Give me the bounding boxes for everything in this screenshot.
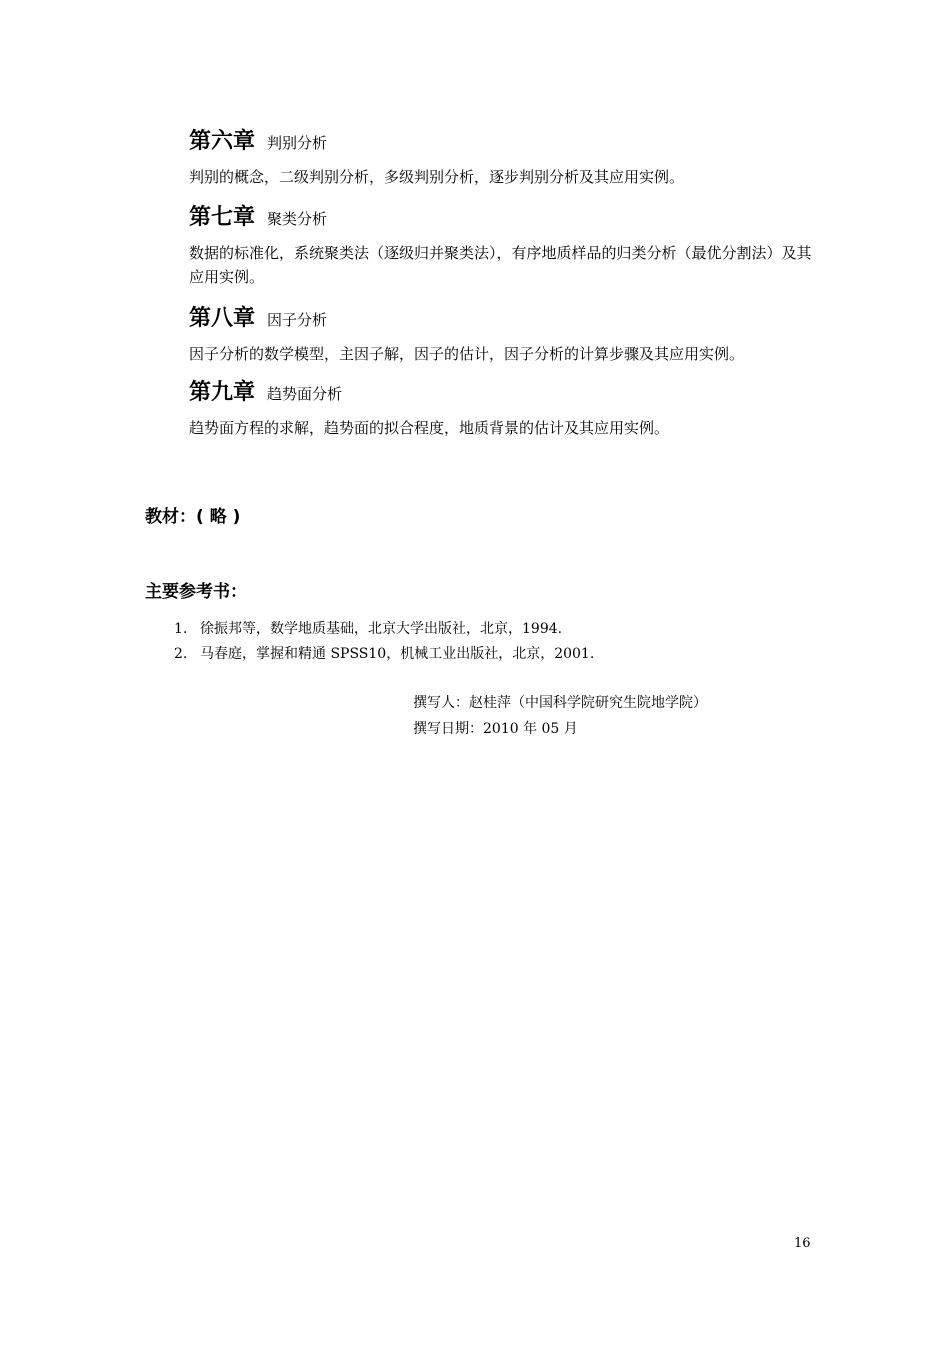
chapter-description: 趋势面方程的求解，趋势面的拟合程度，地质背景的估计及其应用实例。 (189, 419, 670, 437)
date-line: 撰写日期：2010 年 05 月 (413, 721, 578, 737)
chapter-6 (189, 128, 829, 189)
chapter-heading (189, 204, 829, 233)
chapter-title: 趋势面分析 (267, 385, 343, 403)
chapter-number: 第六章 (189, 129, 256, 154)
chapter-8 (189, 305, 829, 366)
chapter-description: 因子分析的数学模型，主因子解，因子的估计，因子分析的计算步骤及其应用实例。 (189, 345, 745, 363)
reference-number: 1. (174, 621, 188, 637)
chapter-description: 判别的概念，二级判别分析，多级判别分析，逐步判别分析及其应用实例。 (189, 168, 685, 186)
page-number: 16 (794, 1236, 811, 1251)
signature-block (413, 690, 707, 742)
chapter-title: 因子分析 (267, 311, 328, 329)
list-item (174, 617, 594, 642)
list-item (174, 642, 594, 667)
chapter-7 (189, 204, 829, 289)
chapter-number: 第九章 (189, 380, 256, 405)
reference-text: 徐振邦等，数学地质基础，北京大学出版社，北京，1994. (200, 621, 563, 637)
reference-list (174, 617, 594, 667)
chapter-title: 判别分析 (267, 134, 328, 152)
chapter-heading (189, 379, 829, 408)
chapter-heading (189, 128, 829, 157)
chapter-title: 聚类分析 (267, 210, 328, 228)
chapter-number: 第七章 (189, 205, 256, 230)
reference-text: 马春庭，掌握和精通 SPSS10，机械工业出版社，北京，2001. (200, 646, 595, 662)
chapter-number: 第八章 (189, 306, 256, 331)
chapter-heading (189, 305, 829, 334)
chapter-description: 数据的标准化，系统聚类法（逐级归并聚类法），有序地质样品的归类分析（最优分割法）及其应用实例。 (189, 244, 812, 286)
chapter-9 (189, 379, 829, 440)
textbook-heading: 教材：( 略 ) (145, 507, 241, 527)
reference-number: 2. (174, 646, 188, 662)
references-heading: 主要参考书： (145, 582, 247, 602)
author-line: 撰写人：赵桂萍（中国科学院研究生院地学院） (413, 695, 707, 711)
